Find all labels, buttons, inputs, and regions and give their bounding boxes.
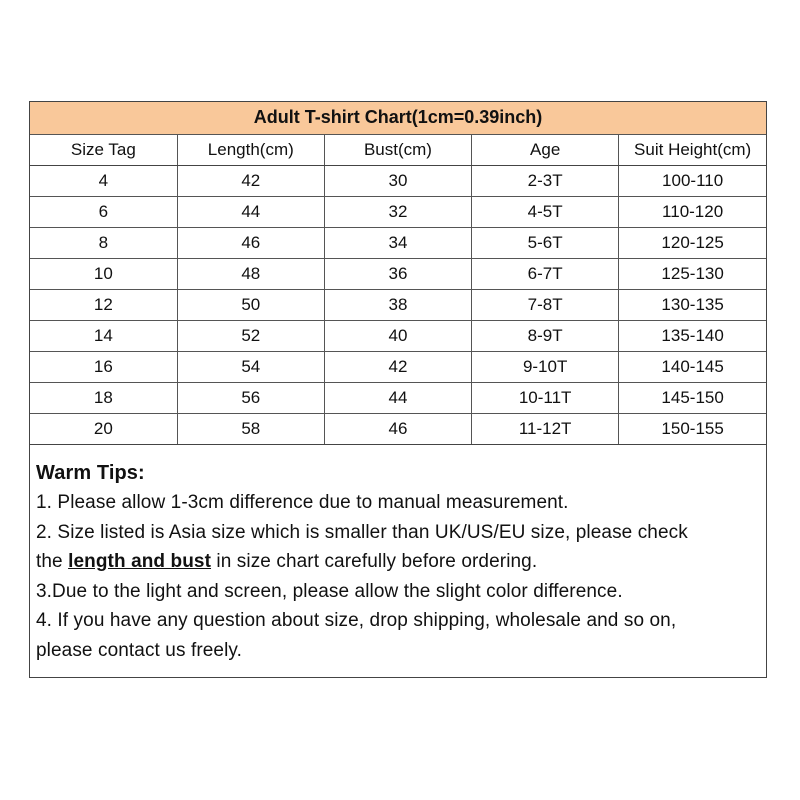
tip-line-4-continued: please contact us freely. bbox=[36, 639, 242, 661]
cell-age: 4-5T bbox=[472, 196, 619, 227]
cell-suit-height: 120-125 bbox=[619, 227, 766, 258]
cell-suit-height: 100-110 bbox=[619, 165, 766, 196]
cell-length: 54 bbox=[177, 351, 324, 382]
table-row bbox=[30, 289, 766, 320]
cell-suit-height: 110-120 bbox=[619, 196, 766, 227]
table-row bbox=[30, 382, 766, 413]
cell-size-tag: 16 bbox=[30, 351, 177, 382]
tip-emphasis: length and bust bbox=[68, 551, 212, 572]
tip-line-2-end: in size chart carefully before ordering. bbox=[211, 551, 538, 572]
cell-length: 48 bbox=[177, 258, 324, 289]
cell-age: 2-3T bbox=[472, 165, 619, 196]
cell-bust: 42 bbox=[324, 351, 471, 382]
size-chart bbox=[29, 101, 767, 678]
cell-bust: 32 bbox=[324, 196, 471, 227]
cell-size-tag: 8 bbox=[30, 227, 177, 258]
size-table bbox=[30, 102, 766, 445]
cell-size-tag: 14 bbox=[30, 320, 177, 351]
cell-bust: 44 bbox=[324, 382, 471, 413]
cell-length: 58 bbox=[177, 413, 324, 444]
table-row bbox=[30, 196, 766, 227]
tip-line-3: 3.Due to the light and screen, please allow the slight color difference. bbox=[36, 580, 623, 602]
cell-length: 56 bbox=[177, 382, 324, 413]
table-row bbox=[30, 165, 766, 196]
column-header-bust: Bust(cm) bbox=[324, 134, 471, 165]
tip-line-4: 4. If you have any question about size, drop shipping, wholesale and so on, bbox=[36, 610, 677, 631]
cell-size-tag: 18 bbox=[30, 382, 177, 413]
tips-heading: Warm Tips: bbox=[36, 461, 145, 484]
cell-length: 46 bbox=[177, 227, 324, 258]
cell-suit-height: 150-155 bbox=[619, 413, 766, 444]
cell-age: 6-7T bbox=[472, 258, 619, 289]
chart-title: Adult T-shirt Chart(1cm=0.39inch) bbox=[30, 102, 766, 134]
cell-length: 42 bbox=[177, 165, 324, 196]
cell-length: 44 bbox=[177, 196, 324, 227]
cell-bust: 40 bbox=[324, 320, 471, 351]
cell-age: 5-6T bbox=[472, 227, 619, 258]
cell-age: 11-12T bbox=[472, 413, 619, 444]
title-row bbox=[30, 102, 766, 134]
table-row bbox=[30, 258, 766, 289]
cell-bust: 34 bbox=[324, 227, 471, 258]
cell-bust: 30 bbox=[324, 165, 471, 196]
cell-bust: 38 bbox=[324, 289, 471, 320]
cell-suit-height: 135-140 bbox=[619, 320, 766, 351]
column-header-length: Length(cm) bbox=[177, 134, 324, 165]
cell-bust: 46 bbox=[324, 413, 471, 444]
table-row bbox=[30, 413, 766, 444]
column-header-age: Age bbox=[472, 134, 619, 165]
header-row bbox=[30, 134, 766, 165]
cell-suit-height: 140-145 bbox=[619, 351, 766, 382]
tip-line-1: 1. Please allow 1-3cm difference due to manual measurement. bbox=[36, 492, 569, 513]
column-header-suit-height: Suit Height(cm) bbox=[619, 134, 766, 165]
tip-line-2-prefix: the bbox=[36, 551, 69, 572]
cell-age: 8-9T bbox=[472, 320, 619, 351]
table-row bbox=[30, 320, 766, 351]
tip-line-2: 2. Size listed is Asia size which is smaller than UK/US/EU size, please check bbox=[36, 521, 688, 543]
tip-line-2-continued bbox=[36, 547, 760, 577]
cell-suit-height: 130-135 bbox=[619, 289, 766, 320]
cell-age: 9-10T bbox=[472, 351, 619, 382]
cell-size-tag: 4 bbox=[30, 165, 177, 196]
cell-age: 7-8T bbox=[472, 289, 619, 320]
column-header-size-tag: Size Tag bbox=[30, 134, 177, 165]
cell-suit-height: 125-130 bbox=[619, 258, 766, 289]
cell-size-tag: 10 bbox=[30, 258, 177, 289]
cell-bust: 36 bbox=[324, 258, 471, 289]
cell-length: 50 bbox=[177, 289, 324, 320]
cell-size-tag: 6 bbox=[30, 196, 177, 227]
cell-length: 52 bbox=[177, 320, 324, 351]
cell-size-tag: 20 bbox=[30, 413, 177, 444]
table-row bbox=[30, 351, 766, 382]
table-row bbox=[30, 227, 766, 258]
cell-age: 10-11T bbox=[472, 382, 619, 413]
warm-tips bbox=[30, 445, 766, 678]
cell-size-tag: 12 bbox=[30, 289, 177, 320]
cell-suit-height: 145-150 bbox=[619, 382, 766, 413]
